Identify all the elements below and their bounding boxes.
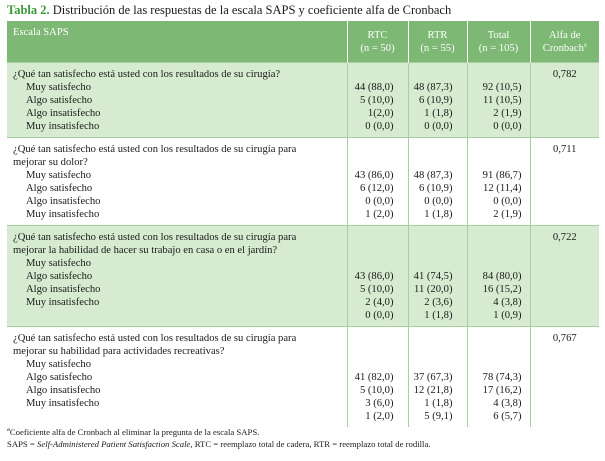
rtr-value: 6 (10,9) bbox=[418, 95, 453, 106]
question-cell bbox=[7, 327, 347, 428]
header-escala: Escala SAPS bbox=[7, 21, 347, 63]
answer-option: Algo satisfecho bbox=[26, 271, 93, 282]
rtr-value: 2 (3,6) bbox=[424, 297, 453, 308]
question-text: ¿Qué tan satisfecho está usted con los resultados de su cirugía para bbox=[13, 232, 297, 243]
total-value: 4 (3,8) bbox=[493, 297, 522, 308]
total-value: 6 (5,7) bbox=[493, 411, 522, 422]
answer-option: Algo insatisfecho bbox=[26, 385, 101, 396]
total-value: 84 (80,0) bbox=[482, 271, 522, 282]
rtc-values-cell bbox=[347, 226, 408, 327]
total-value: 92 (10,5) bbox=[482, 82, 522, 93]
rtc-value: 0 (0,0) bbox=[365, 310, 394, 321]
answer-option: Muy satisfecho bbox=[26, 359, 92, 370]
alfa-value: 0,711 bbox=[553, 144, 577, 155]
rtr-values-cell bbox=[408, 63, 467, 138]
answer-option: Muy insatisfecho bbox=[26, 121, 100, 132]
total-value: 17 (16,2) bbox=[482, 385, 522, 396]
answer-option: Muy insatisfecho bbox=[26, 398, 100, 409]
question-text: mejorar la habilidad de hacer su trabajo en casa o en el jardín? bbox=[13, 245, 278, 256]
header-rtc: RTC (n = 50) bbox=[347, 21, 408, 63]
rtc-value: 43 (86,0) bbox=[354, 271, 394, 282]
header-rtr: RTR (n = 55) bbox=[408, 21, 467, 63]
question-text: mejorar su dolor? bbox=[13, 157, 88, 168]
total-value: 12 (11,4) bbox=[483, 183, 522, 194]
rtr-values-cell bbox=[408, 226, 467, 327]
table-footnotes bbox=[7, 426, 430, 450]
total-value: 78 (74,3) bbox=[482, 372, 522, 383]
rtr-value: 37 (67,3) bbox=[413, 372, 453, 383]
total-value: 2 (1,9) bbox=[493, 209, 522, 220]
rtr-value: 0 (0,0) bbox=[424, 121, 453, 132]
rtc-value: 5 (10,0) bbox=[359, 95, 394, 106]
answer-option: Algo insatisfecho bbox=[26, 108, 101, 119]
table-row bbox=[7, 63, 599, 138]
answer-option: Muy insatisfecho bbox=[26, 209, 100, 220]
rtr-value: 5 (9,1) bbox=[424, 411, 453, 422]
question-cell bbox=[7, 226, 347, 327]
total-value: 4 (3,8) bbox=[493, 398, 522, 409]
rtc-value: 5 (10,0) bbox=[359, 385, 394, 396]
answer-option: Algo satisfecho bbox=[26, 183, 93, 194]
table-body bbox=[7, 63, 599, 428]
rtc-values-cell bbox=[347, 327, 408, 428]
rtr-values-cell bbox=[408, 138, 467, 226]
table-row bbox=[7, 226, 599, 327]
rtc-value: 1 (2,0) bbox=[365, 411, 394, 422]
table-row bbox=[7, 327, 599, 428]
rtc-value: 43 (86,0) bbox=[354, 170, 394, 181]
alfa-cell bbox=[530, 63, 599, 138]
header-total: Total (n = 105) bbox=[467, 21, 530, 63]
answer-option: Algo satisfecho bbox=[26, 372, 93, 383]
rtr-value: 1 (1,8) bbox=[424, 108, 453, 119]
rtc-values-cell bbox=[347, 63, 408, 138]
rtr-value: 0 (0,0) bbox=[424, 196, 453, 207]
total-values-cell bbox=[467, 138, 530, 226]
total-values-cell bbox=[467, 327, 530, 428]
answer-option: Algo insatisfecho bbox=[26, 196, 101, 207]
answer-option: Muy insatisfecho bbox=[26, 297, 100, 308]
saps-table bbox=[7, 21, 599, 427]
answer-option: Muy satisfecho bbox=[26, 258, 92, 269]
rtr-value: 1 (1,8) bbox=[424, 209, 453, 220]
rtr-value: 48 (87,3) bbox=[413, 82, 453, 93]
rtr-value: 41 (74,5) bbox=[413, 271, 453, 282]
rtc-value: 3 (6,0) bbox=[365, 398, 394, 409]
total-value: 0 (0,0) bbox=[493, 121, 522, 132]
total-value: 1 (0,9) bbox=[493, 310, 522, 321]
alfa-value: 0,782 bbox=[552, 69, 577, 80]
question-text: ¿Qué tan satisfecho está usted con los resultados de su cirugía? bbox=[13, 69, 281, 80]
alfa-cell bbox=[530, 138, 599, 226]
table-number: Tabla 2. bbox=[7, 3, 50, 17]
rtc-value: 44 (88,0) bbox=[354, 82, 394, 93]
question-cell bbox=[7, 63, 347, 138]
rtr-value: 1 (1,8) bbox=[424, 398, 453, 409]
rtr-values-cell bbox=[408, 327, 467, 428]
rtr-value: 12 (21,8) bbox=[413, 385, 453, 396]
alfa-cell bbox=[530, 226, 599, 327]
rtc-value: 2 (4,0) bbox=[365, 297, 394, 308]
total-value: 2 (1,9) bbox=[493, 108, 522, 119]
rtr-value: 48 (87,3) bbox=[413, 170, 453, 181]
answer-option: Muy satisfecho bbox=[26, 82, 92, 93]
rtc-value: 0 (0,0) bbox=[365, 121, 394, 132]
total-value: 11 (10,5) bbox=[483, 95, 522, 106]
rtr-value: 1 (1,8) bbox=[424, 310, 453, 321]
answer-option: Algo satisfecho bbox=[26, 95, 93, 106]
rtc-value: 1 (2,0) bbox=[365, 209, 394, 220]
footnote-abbrev: SAPS = Self-Administered Patient Satisfaction Scale, RTC = reemplazo total de cadera, RTR = reemplazo total de rodilla. bbox=[7, 439, 431, 449]
table-caption-text: Distribución de las respuestas de la escala SAPS y coeficiente alfa de Cronbach bbox=[49, 3, 452, 17]
total-values-cell bbox=[467, 226, 530, 327]
answer-option: Muy satisfecho bbox=[26, 170, 92, 181]
question-cell bbox=[7, 138, 347, 226]
footnote-a: $^a$Coeficiente alfa de Cronbach al eliminar la pregunta de la escala SAPS. bbox=[7, 426, 260, 437]
table-row bbox=[7, 138, 599, 226]
header-alfa: Alfa de Cronbach$^a$ bbox=[530, 21, 599, 63]
rtc-value: 5 (10,0) bbox=[359, 284, 394, 295]
alfa-value: 0,722 bbox=[552, 232, 577, 243]
table-caption bbox=[7, 3, 451, 18]
total-value: 91 (86,7) bbox=[482, 170, 522, 181]
header-row bbox=[7, 21, 599, 63]
rtc-value: 41 (82,0) bbox=[354, 372, 394, 383]
rtr-value: 6 (10,9) bbox=[418, 183, 453, 194]
rtr-value: 11 (20,0) bbox=[414, 284, 453, 295]
alfa-value: 0,767 bbox=[552, 333, 577, 344]
question-text: ¿Qué tan satisfecho está usted con los resultados de su cirugía para bbox=[13, 333, 297, 344]
rtc-values-cell bbox=[347, 138, 408, 226]
total-values-cell bbox=[467, 63, 530, 138]
question-text: ¿Qué tan satisfecho está usted con los resultados de su cirugía para bbox=[13, 144, 297, 155]
rtc-value: 0 (0,0) bbox=[365, 196, 394, 207]
total-value: 16 (15,2) bbox=[482, 284, 522, 295]
answer-option: Algo insatisfecho bbox=[26, 284, 101, 295]
alfa-cell bbox=[530, 327, 599, 428]
rtc-value: 6 (12,0) bbox=[359, 183, 394, 194]
total-value: 0 (0,0) bbox=[493, 196, 522, 207]
rtc-value: 1(2,0) bbox=[367, 108, 394, 119]
question-text: mejorar su habilidad para actividades recreativas? bbox=[13, 346, 225, 357]
